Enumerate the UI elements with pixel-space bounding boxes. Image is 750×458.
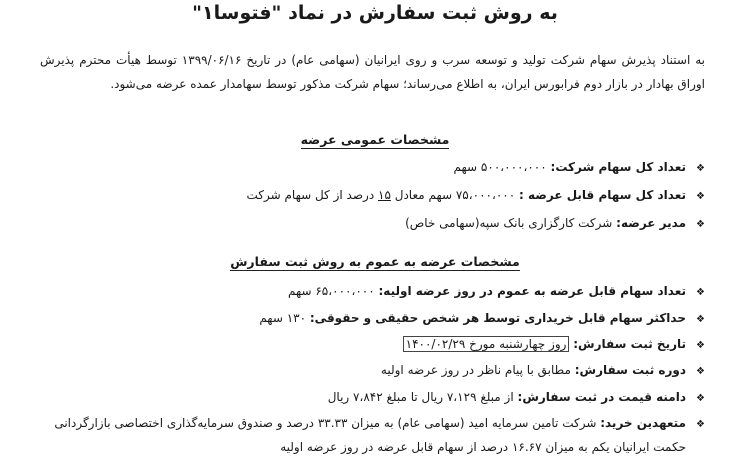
offering-heading-text: مشخصات عرضه به عموم به روش ثبت سفارش: [230, 254, 520, 269]
list-item: [30, 412, 707, 434]
item-value: مطابق با پیام ناظر در روز عرضه اولیه: [380, 363, 571, 377]
general-section-heading: [0, 132, 750, 147]
item-label: حداکثر سهام قابل خریداری توسط هر شخص حقیقی و حقوقی:: [309, 311, 686, 325]
diamond-bullet-icon: ❖: [696, 419, 705, 430]
general-heading-text: مشخصات عمومی عرضه: [300, 132, 450, 147]
item-value: از مبلغ ۷،۱۲۹ ریال تا مبلغ ۷،۸۴۲ ریال: [327, 390, 514, 404]
item-label: متعهدین خرید:: [600, 416, 686, 430]
diamond-bullet-icon: ❖: [696, 314, 705, 325]
list-item-continuation: [30, 436, 686, 458]
diamond-bullet-icon: ❖: [696, 393, 705, 404]
list-item: [30, 184, 707, 206]
list-item: [30, 333, 707, 355]
item-label: تعداد سهام قابل عرضه به عموم در روز عرضه اولیه:: [378, 284, 686, 298]
list-item: [30, 307, 707, 329]
diamond-bullet-icon: ❖: [696, 287, 705, 298]
item-value-percent: ۱۵: [378, 188, 391, 202]
diamond-bullet-icon: ❖: [696, 340, 705, 351]
item-value-boxed: روز چهارشنبه مورخ ۱۴۰۰/۰۲/۲۹: [403, 336, 570, 352]
item-value-suffix: درصد از کل سهام شرکت: [246, 188, 375, 202]
item-label: تعداد کل سهام شرکت:: [550, 160, 686, 174]
item-label: تاریخ ثبت سفارش:: [573, 337, 686, 351]
item-value: حکمت ایرانیان یکم به میزان ۱۶.۶۷ درصد از سهام قابل عرضه در روز عرضه اولیه: [280, 440, 686, 454]
list-item: [30, 156, 707, 178]
item-label: دامنه قیمت در ثبت سفارش:: [517, 390, 686, 404]
document-title: به روش ثبت سفارش در نماد "فتوسا۱": [192, 2, 558, 24]
list-item: [30, 280, 707, 302]
item-label: مدیر عرضه:: [616, 216, 686, 230]
diamond-bullet-icon: ❖: [696, 219, 705, 230]
list-item: [30, 212, 707, 234]
diamond-bullet-icon: ❖: [696, 366, 705, 377]
diamond-bullet-icon: ❖: [696, 191, 705, 202]
item-value: ۱۳۰ سهم: [259, 311, 307, 325]
offering-section-heading: [0, 254, 750, 269]
item-value: ۶۵،۰۰۰،۰۰۰ سهم: [287, 284, 375, 298]
item-value: شرکت تامین سرمایه امید (سهامی عام) به میزان ۳۳.۳۳ درصد و صندوق سرمایه‌گذاری اختصاصی بازارگردانی: [54, 416, 597, 430]
list-item: [30, 386, 707, 408]
list-item: [30, 359, 707, 381]
item-value: ۷۵،۰۰۰،۰۰۰ سهم معادل: [394, 188, 516, 202]
item-label: دوره ثبت سفارش:: [574, 363, 686, 377]
item-label: تعداد کل سهام قابل عرضه :: [519, 188, 686, 202]
item-value: شرکت کارگزاری بانک سپه(سهامی خاص): [405, 216, 613, 230]
diamond-bullet-icon: ❖: [696, 163, 705, 174]
item-value: ۵۰۰،۰۰۰،۰۰۰ سهم: [453, 160, 547, 174]
intro-paragraph: به استناد پذیرش سهام شرکت تولید و توسعه سرب و روی ایرانیان (سهامی عام) در تاریخ ۱۳۹۹/۰۶/۱۶ توسط هیأت محترم پذیرش اوراق بهادار در بازار دوم فرابورس ایران، به اطلاع می‌رساند؛ سهام شرکت مذکور توسط سهامدار عمده عرضه می‌شود.: [40, 53, 705, 91]
